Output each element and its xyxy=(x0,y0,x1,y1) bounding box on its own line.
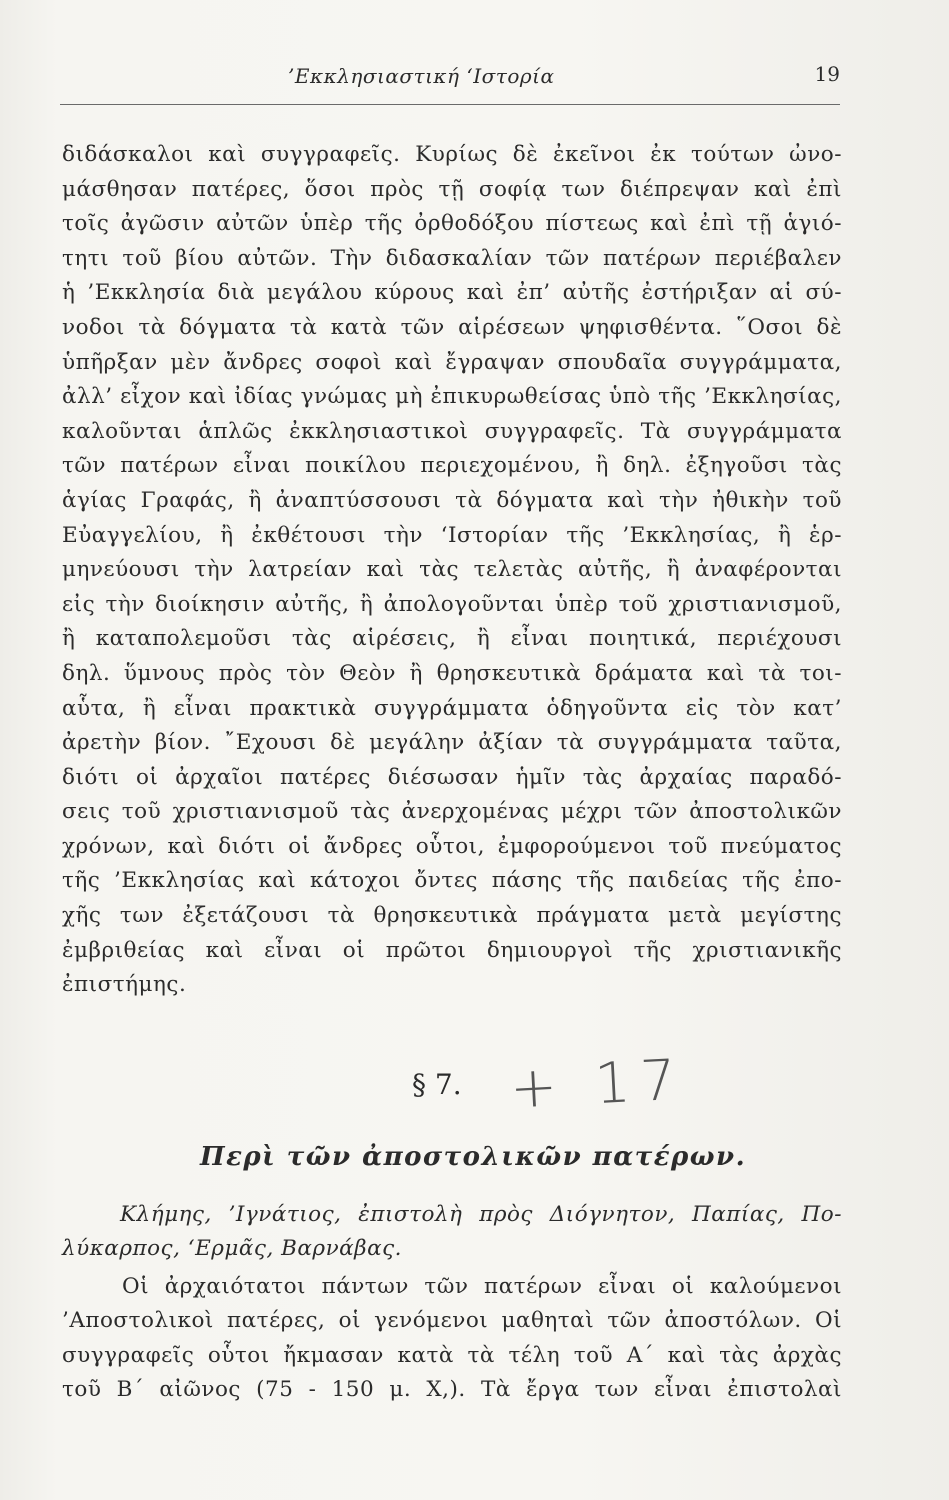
text-line: Οἱ ἀρχαιότατοι πάντων τῶν πατέρων εἶναι οἱ καλούμενοι xyxy=(122,1274,842,1299)
text-line: αὗτα, ἢ εἶναι πρακτικὰ συγγράμματα ὁδηγοῦντα εἰς τὸν κατ’ xyxy=(62,695,842,721)
text-line: Εὐαγγελίου, ἢ ἐκθέτουσι τὴν ‘Ιστορίαν τῆς ’Εκκλησίας, ἢ ἑρ- xyxy=(62,522,842,548)
text-line: ἀλλ’ εἶχον καὶ ἰδίας γνώμας μὴ ἐπικυρωθείσας ὑπὸ τῆς ’Εκκλησίας, xyxy=(62,384,842,410)
second-paragraph xyxy=(62,1270,842,1408)
text-line: χῆς των ἐξετάζουσι τὰ θρησκευτικὰ πράγματα μετὰ μεγίστης xyxy=(62,903,842,929)
text-line: καλοῦνται ἁπλῶς ἐκκλησιαστικοὶ συγγραφεῖς. Τὰ συγγράμματα xyxy=(62,418,842,444)
text-line: δηλ. ὕμνους πρὸς τὸν Θεὸν ἢ θρησκευτικὰ δράματα καὶ τὰ τοι- xyxy=(62,660,842,686)
text-line: τητι τοῦ βίου αὐτῶν. Τὴν διδασκαλίαν τῶν πατέρων περιέβαλεν xyxy=(62,245,842,271)
text-line: ἁγίας Γραφάς, ἢ ἀναπτύσσουσι τὰ δόγματα καὶ τὴν ἠθικὴν τοῦ xyxy=(62,487,842,513)
text-line: σεις τοῦ χριστιανισμοῦ τὰς ἀνερχομένας μέχρι τῶν ἀποστολικῶν xyxy=(62,799,842,825)
text-line: νοδοι τὰ δόγματα τὰ κατὰ τῶν αἱρέσεων ψηφισθέντα. ῞Οσοι δὲ xyxy=(62,314,842,340)
text-line: διότι οἱ ἀρχαῖοι πατέρες διέσωσαν ἡμῖν τὰς ἀρχαίας παραδό- xyxy=(62,764,842,790)
section-title: Περὶ τῶν ἀποστολικῶν πατέρων. xyxy=(200,1142,747,1172)
text-line: ἀρετὴν βίον. ῎Εχουσι δὲ μεγάλην ἀξίαν τὰ συγγράμματα ταῦτα, xyxy=(62,730,842,756)
text-line: τῶν πατέρων εἶναι ποικίλου περιεχομένου, ἢ δηλ. ἐξηγοῦσι τὰς xyxy=(62,453,842,479)
page-header xyxy=(60,58,840,98)
section-number: § 7. xyxy=(412,1068,462,1101)
subtitle-line: Κλήμης, ’Ιγνάτιος, ἐπιστολὴ πρὸς Διόγνητον, Παπίας, Πο- xyxy=(120,1202,842,1227)
text-line: ἡ ’Εκκλησία διὰ μεγάλου κύρους καὶ ἐπ’ αὐτῆς ἐστήριξαν αἱ σύ- xyxy=(62,280,842,306)
text-line: μηνεύουσι τὴν λατρείαν καὶ τὰς τελετὰς αὐτῆς, ἢ ἀναφέρονται xyxy=(62,557,842,583)
text-line: ὑπῆρξαν μὲν ἄνδρες σοφοὶ καὶ ἔγραψαν σπουδαῖα συγγράμματα, xyxy=(62,349,842,375)
text-line: τῆς ’Εκκλησίας καὶ κάτοχοι ὄντες πάσης τῆς παιδείας τῆς ἐπο- xyxy=(62,868,842,894)
text-line: ἐμβριθείας καὶ εἶναι οἱ πρῶτοι δημιουργοὶ τῆς χριστιανικῆς xyxy=(62,937,842,963)
text-line: εἰς τὴν διοίκησιν αὐτῆς, ἢ ἀπολογοῦνται ὑπὲρ τοῦ χριστιανισμοῦ, xyxy=(62,591,842,617)
text-line: συγγραφεῖς οὗτοι ἤκμασαν κατὰ τὰ τέλη τοῦ Α΄ καὶ τὰς ἀρχὰς xyxy=(62,1342,842,1368)
section-subtitle xyxy=(62,1198,842,1266)
text-line: ’Αποστολικοὶ πατέρες, οἱ γενόμενοι μαθηταὶ τῶν ἀποστόλων. Οἱ xyxy=(62,1308,842,1334)
header-rule xyxy=(60,104,840,105)
page-number: 19 xyxy=(814,62,840,86)
text-line: ἢ καταπολεμοῦσι τὰς αἱρέσεις, ἢ εἶναι ποιητικά, περιέχουσι xyxy=(62,626,842,652)
main-paragraph xyxy=(62,138,842,1003)
text-line: τοῖς ἀγῶσιν αὐτῶν ὑπὲρ τῆς ὀρθοδόξου πίστεως καὶ ἐπὶ τῇ ἁγιό- xyxy=(62,211,842,237)
text-line: διδάσκαλοι καὶ συγγραφεῖς. Κυρίως δὲ ἐκεῖνοι ἐκ τούτων ὠνο- xyxy=(62,142,842,167)
text-line: ἐπιστήμης. xyxy=(62,972,187,998)
subtitle-line: λύκαρπος, ‘Ερμᾶς, Βαρνάβας. xyxy=(62,1236,402,1261)
section-heading xyxy=(0,1047,949,1140)
handwritten-annotation: + 17 xyxy=(508,1047,688,1122)
text-line: μάσθησαν πατέρες, ὅσοι πρὸς τῇ σοφίᾳ των διέπρεψαν καὶ ἐπὶ xyxy=(62,176,842,202)
text-line: χρόνων, καὶ διότι οἱ ἄνδρες οὗτοι, ἐμφορούμενοι τοῦ πνεύματος xyxy=(62,833,842,859)
running-head: ’Εκκλησιαστική ‘Ιστορία xyxy=(288,64,555,88)
text-line: τοῦ Β΄ αἰῶνος (75 - 150 μ. Χ,). Τὰ ἔργα των εἶναι ἐπιστολαὶ xyxy=(62,1377,842,1403)
